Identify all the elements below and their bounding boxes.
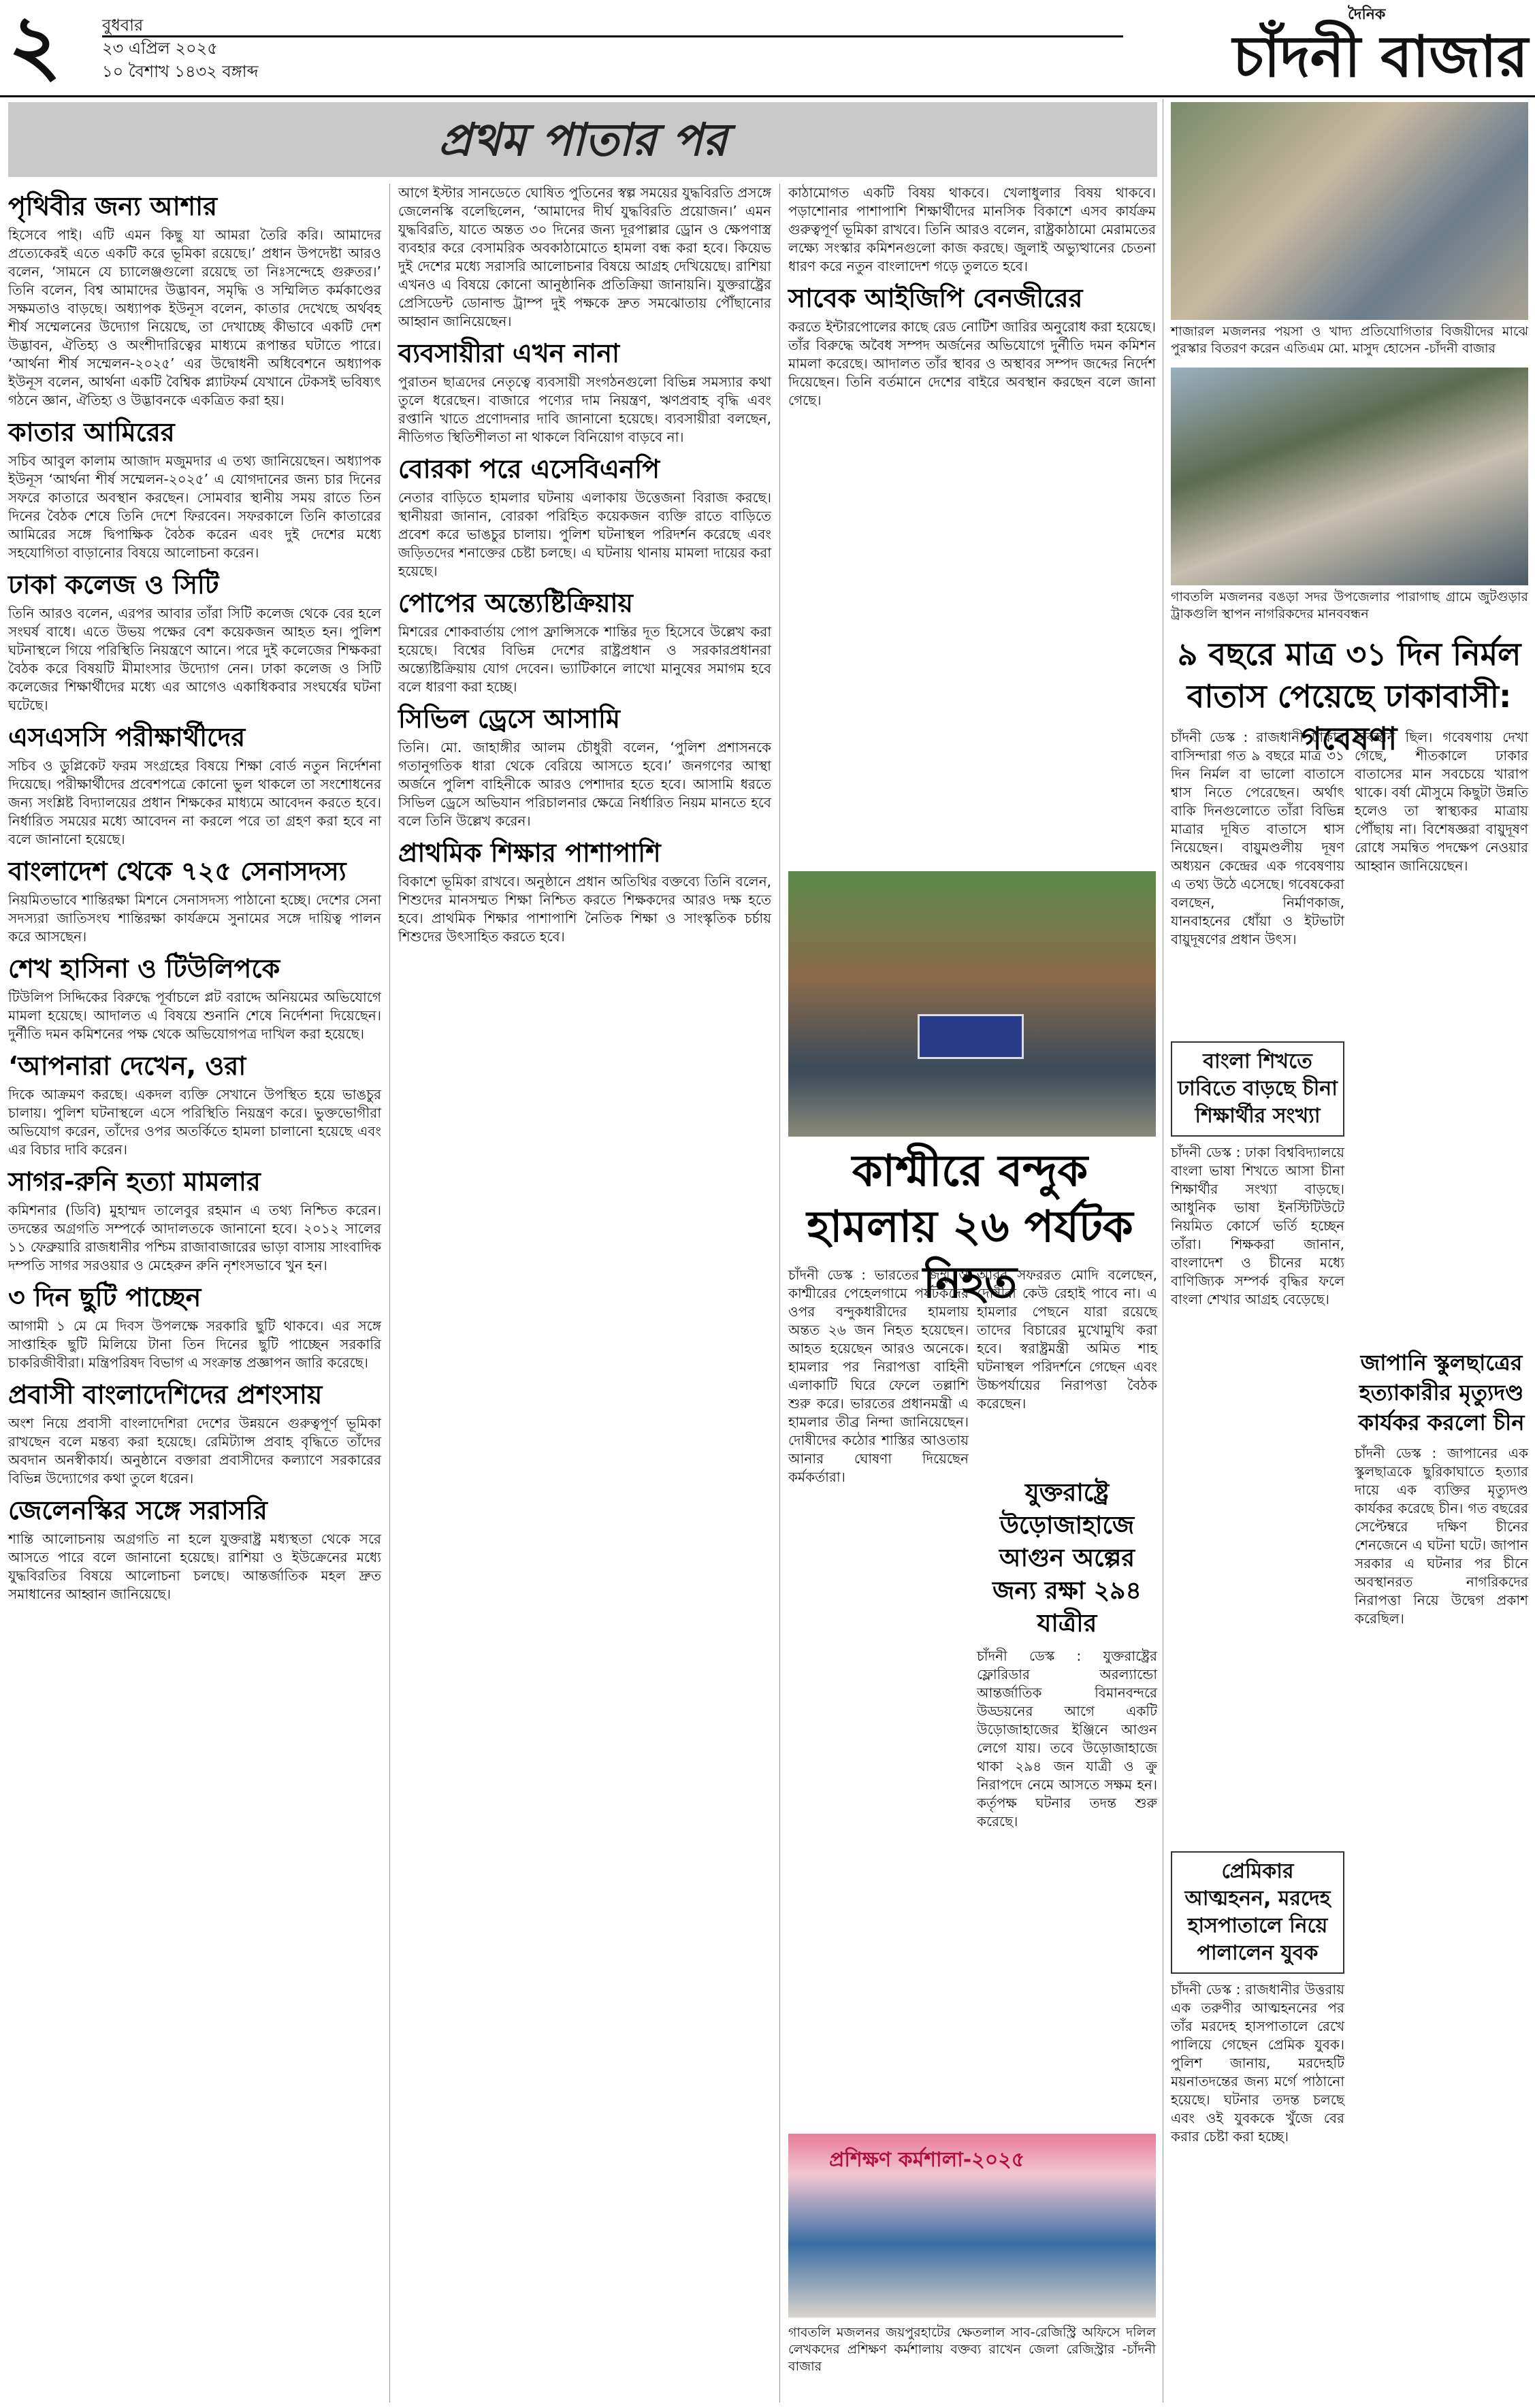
article-body: দিকে আক্রমণ করছে। একদল ব্যক্তি সেখানে উপস্থিত হয়ে ভাঙচুর চালায়। পুলিশ ঘটনাস্থলে এসে পরিস্থিতি নিয়ন্ত্রণ করে। ভুক্তভোগীরা অভিযোগ করেন, তাঁদের ওপর অতর্কিতে হামলা চালানো হয়েছে এবং এর বিচার দাবি করেন। (8, 1086, 381, 1158)
column-rule (389, 184, 390, 2403)
japan-headline: জাপানি স্কুলছাত্রের হত্যাকারীর মৃত্যুদণ্ড কার্যকর করলো চীন (1358, 1350, 1525, 1435)
article-headline: সিভিল ড্রেসে আসামি (398, 704, 621, 734)
article-body: মিশরের শোকবার্তায় পোপ ফ্রান্সিসকে শান্তির দূত হিসেবে উল্লেখ করা হয়েছে। বিশ্বের বিভিন্ন দেশের রাষ্ট্রপ্রধান ও সরকারপ্রধানরা অন্ত্যেষ্টিক্রিয়ায় যোগ দেবেন। ভ্যাটিকানে লাখো মানুষের সমাগম হবে বলে ধারণা করা হচ্ছে। (398, 623, 771, 695)
article-headline: সাবেক আইজিপি বেনজীরের (788, 283, 1083, 313)
lover-body: চাঁদনী ডেস্ক : রাজধানীর উত্তরায় এক তরুণীর আত্মহননের পর তাঁর মরদেহ হাসপাতালে রেখে পালিয়ে গেছেন প্রেমিক যুবক। পুলিশ জানায়, মরদেহটি ময়নাতদন্তের জন্য মর্গে পাঠানো হয়েছে। ঘটনার তদন্ত চলছে এবং ওই যুবককে খুঁজে বের করার চেষ্টা করা হচ্ছে। (1171, 1981, 1344, 2145)
kashmir-body: চাঁদনী ডেস্ক : ভারতের জম্মু ও কাশ্মীরের পেহেলগামে পর্যটকদের ওপর বন্দুকধারীদের হামলায় অন্তত ২৬ জন নিহত হয়েছেন। আহত হয়েছেন আরও অনেকে। হামলার পর নিরাপত্তা বাহিনী এলাকাটি ঘিরে ফেলে তল্লাশি শুরু করে। ভারতের প্রধানমন্ত্রী এ হামলার তীব্র নিন্দা জানিয়েছেন। দোষীদের কঠোর শাস্তির আওতায় আনার ঘোষণা দিয়েছেন কর্মকর্তারা। (788, 1267, 969, 1485)
japan-box (1355, 1348, 1528, 1947)
article-headline: ‘আপনারা দেখেন, ওরা (8, 1051, 246, 1081)
flight-headline: যুক্তরাষ্ট্রে উড়োজাহাজে আগুন অল্পের জন্য রক্ষা ২৯৪ যাত্রীর (992, 1479, 1142, 1638)
kashmir-text-left (788, 1266, 969, 2130)
chinese-body: চাঁদনী ডেস্ক : ঢাকা বিশ্ববিদ্যালয়ে বাংলা ভাষা শিখতে আসা চীনা শিক্ষার্থীর সংখ্যা বাড়ছে। আধুনিক ভাষা ইনস্টিটিউটে নিয়মিত কোর্সে ভর্তি হচ্ছেন তাঁরা। শিক্ষকরা জানান, বাংলাদেশ ও চীনের মধ্যে বাণিজ্যিক সম্পর্ক বৃদ্ধির ফলে বাংলা শেখার আগ্রহ বেড়েছে। (1171, 1144, 1344, 1307)
lover-headline: প্রেমিকার আত্মহনন, মরদেহ হাসপাতালে নিয়ে পালালেন যুবক (1171, 1851, 1344, 1974)
masthead-title: চাঁদনী বাজার (1232, 22, 1528, 90)
service-sign (918, 1014, 1024, 1059)
workshop-banner-title: প্রশিক্ষণ কর্মশালা-২০২৫ (829, 2148, 1025, 2172)
article-body: আগে ইস্টার সানডেতে ঘোষিত পুতিনের স্বল্প সময়ের যুদ্ধবিরতি প্রসঙ্গে জেলেনস্কি বলেছিলেন, ‘আমাদের দীর্ঘ যুদ্ধবিরতি প্রয়োজন।’ এমন যুদ্ধবিরতি, যাতে অন্তত ৩০ দিনের জন্য দূরপাল্লার ড্রোন ও ক্ষেপণাস্ত্র ব্যবহার করে বেসামরিক অবকাঠামোতে হামলা বন্ধ করা হবে। কিয়েভ দুই দেশের মধ্যে সরাসরি আলোচনার বিষয়ে আগ্রহ দেখিয়েছে। রাশিয়া এখনও এ বিষয়ে কোনো আনুষ্ঠানিক প্রতিক্রিয়া জানায়নি। যুক্তরাষ্ট্রের প্রেসিডেন্ট ডোনাল্ড ট্রাম্প দুই পক্ষকে দ্রুত সমঝোতায় পৌঁছানোর আহ্বান জানিয়েছেন। (398, 184, 771, 329)
article-body: বিকাশে ভূমিকা রাখবে। অনুষ্ঠানে প্রধান অতিথির বক্তব্যে তিনি বলেন, শিশুদের মানসম্মত শিক্ষা নিশ্চিত করতে শিক্ষকদের আরও দক্ষ হতে হবে। প্রাথমিক শিক্ষার পাশাপাশি নৈতিক শিক্ষা ও সাংস্কৃতিক চর্চায় শিশুদের উৎসাহিত করতে হবে। (398, 873, 771, 945)
article-body: কমিশনার (ডিবি) মুহাম্মদ তালেবুর রহমান এ তথ্য নিশ্চিত করেন। তদন্তের অগ্রগতি সম্পর্কে আদালতকে জানানো হবে। ২০১২ সালের ১১ ফেব্রুয়ারি রাজধানীর পশ্চিম রাজাবাজারের ভাড়া বাসায় সাংবাদিক দম্পতি সাগর সরওয়ার ও মেহেরুন রুনি নৃশংসভাবে খুন হন। (8, 1202, 381, 1273)
column-2 (398, 184, 771, 2403)
human-chain-photo (1171, 368, 1528, 585)
prize-photo (1171, 102, 1528, 320)
article-headline: বাংলাদেশ থেকে ৭২৫ সেনাসদস্য (8, 856, 346, 886)
header-top-rule (102, 35, 1123, 37)
article-headline: পোপের অন্ত্যেষ্টিক্রিয়ায় (398, 588, 633, 618)
article-body: কাঠামোগত একটি বিষয় থাকবে। খেলাধুলার বিষয় থাকবে। পড়াশোনার পাশাপাশি শিক্ষার্থীদের মানসিক বিকাশে এসব কার্যক্রম গুরুত্বপূর্ণ ভূমিকা রাখবে। তিনি আরও বলেন, রাষ্ট্রকাঠামো মেরামতের লক্ষ্যে সংস্কার কমিশনগুলো কাজ করছে। জুলাই অভ্যুত্থানের চেতনা ধারণ করে নতুন বাংলাদেশ গড়ে তুলতে হবে। (788, 184, 1156, 274)
masthead (1157, 3, 1528, 91)
masthead-small: দৈনিক (1348, 6, 1386, 23)
article-body: আগামী ১ মে মে দিবস উপলক্ষে সরকারি ছুটি থাকবে। এর সঙ্গে সাপ্তাহিক ছুটি মিলিয়ে টানা তিন দিনের ছুটি পাচ্ছেন সরকারি চাকরিজীবীরা। মন্ত্রিপরিষদ বিভাগ এ সংক্রান্ত প্রজ্ঞাপন জারি করেছে। (8, 1318, 381, 1371)
article-body: সচিব ও ডুপ্লিকেট ফরম সংগ্রহের বিষয়ে শিক্ষা বোর্ড নতুন নির্দেশনা দিয়েছে। পরীক্ষার্থীদের প্রবেশপত্রে কোনো ভুল থাকলে তা সংশোধনের জন্য সংশ্লিষ্ট বিদ্যালয়ের প্রধান শিক্ষকের মাধ্যমে আবেদন করতে হবে। নির্ধারিত সময়ের মধ্যে আবেদন না করলে পরে তা গ্রহণ করা হবে না বলে জানানো হয়েছে। (8, 758, 381, 847)
article-headline: কাতার আমিরের (8, 417, 175, 447)
article-body: হিসেবে পাই। এটি এমন কিছু যা আমরা তৈরি করি। আমাদের প্রত্যেকেরই এতে একটি করে ভূমিকা রয়েছে।’ প্রধান উপদেষ্টা আরও বলেন, ‘সামনে যে চ্যালেঞ্জগুলো রয়েছে তা নিঃসন্দেহে গুরুতর।’ তিনি বলেন, বিশ্ব আমাদের উদ্ভাবন, সমৃদ্ধি ও সম্মিলিত কর্মকাণ্ডের সক্ষমতাও বাড়ছে। অধ্যাপক ইউনূস বলেন, কাতার দেখেছে অর্থবহ শীর্ষ সম্মেলনের উদ্যোগ নিয়েছে, তা দেখাচ্ছে কীভাবে একটি দেশ উদ্ভাবন, ঐতিহ্য ও অংশীদারিত্বের মাধ্যমে রূপান্তর ঘটাতে পারে। ‘আর্থনা শীর্ষ সম্মেলন-২০২৫’ এর উদ্বোধনী অধিবেশনে অধ্যাপক ইউনূস বলেন, আর্থনা একটি বৈশ্বিক প্ল্যাটফর্ম যেখানে টেকসই ভবিষ্যৎ গঠনে জ্ঞান, ঐতিহ্য ও উদ্ভাবনকে একত্রিত করা হয়। (8, 227, 381, 408)
column-3 (788, 184, 1156, 864)
article-headline: প্রবাসী বাংলাদেশিদের প্রশংসায় (8, 1380, 323, 1410)
chinese-headline: বাংলা শিখতে ঢাবিতে বাড়ছে চীনা শিক্ষার্থীর সংখ্যা (1171, 1041, 1344, 1137)
kashmir-photo (788, 871, 1156, 1137)
kashmir-headline: কাশ্মীরে বন্দুক হামলায় ২৬ পর্যটক নিহত (807, 1146, 1133, 1308)
article-body: সচিব আবুল কালাম আজাদ মজুমদার এ তথ্য জানিয়েছেন। অধ্যাপক ইউনূস ‘আর্থনা শীর্ষ সম্মেলন-২০২৫’ এ যোগদানের জন্য চার দিনের সফরে কাতারে অবস্থান করছেন। সোমবার স্থানীয় সময় রাতে তিন দিনের বৈঠক শেষে তিনি দেশে ফিরবেন। সফরকালে তিনি কাতারের আমিরের সঙ্গে দ্বিপাক্ষিক বৈঠক করেন এবং দুই দেশের মধ্যে সহযোগিতা বাড়ানোর বিষয়ে আলোচনা করেন। (8, 453, 381, 561)
air-text-left (1171, 728, 1344, 1028)
article-body: পুরাতন ছাত্রদের নেতৃত্বে ব্যবসায়ী সংগঠনগুলো বিভিন্ন সমস্যার কথা তুলে ধরেছেন। বাজারে পণ্যের দাম নিয়ন্ত্রণ, ঋণপ্রবাহ বৃদ্ধি এবং রপ্তানি খাতে প্রণোদনার দাবি জানানো হয়েছে। ব্যবসায়ীরা বলছেন, নীতিগত স্থিতিশীলতা না থাকলে বিনিয়োগ বাড়বে না। (398, 374, 771, 445)
article-headline: বোরকা পরে এসেবিএনপি (398, 454, 660, 484)
page-number: ২ (8, 0, 62, 93)
date-block (102, 14, 347, 88)
article-body: অংশ নিয়ে প্রবাসী বাংলাদেশিরা দেশের উন্নয়নে গুরুত্বপূর্ণ ভূমিকা রাখছেন বলে মন্তব্য করা হয়েছে। রেমিট্যান্স প্রবাহ বৃদ্ধিতে তাঁদের অবদান অনস্বীকার্য। অনুষ্ঠানে বক্তারা প্রবাসীদের কল্যাণে সরকারের বিভিন্ন উদ্যোগের কথা তুলে ধরেন। (8, 1415, 381, 1486)
column-1 (8, 184, 381, 2403)
header-bottom-rule (0, 95, 1535, 97)
column-rule (779, 184, 780, 2403)
article-headline: ৩ দিন ছুটি পাচ্ছেন (8, 1282, 201, 1312)
air-text-right (1355, 728, 1528, 1341)
prize-caption: শাজারল মজলনর পয়সা ও খাদ্য প্রতিযোগিতার বিজয়ীদের মাঝে পুরস্কার বিতরণ করেন এতিএম মো. মাসুদ হোসেন -চাঁদনী বাজার (1171, 324, 1528, 356)
article-headline: পৃথিবীর জন্য আশার (8, 191, 218, 221)
flight-body: চাঁদনী ডেস্ক : যুক্তরাষ্ট্রের ফ্লোরিডার অরল্যান্ডো আন্তর্জাতিক বিমানবন্দরে উড্ডয়নের আগে একটি উড়োজাহাজের ইঞ্জিনে আগুন লেগে যায়। তবে উড়োজাহাজে থাকা ২৯৪ জন যাত্রী ও ক্রু নিরাপদে নেমে আসতে সক্ষম হন। কর্তৃপক্ষ ঘটনার তদন্ত শুরু করেছে। (977, 1648, 1157, 1829)
article-headline: ঢাকা কলেজ ও সিটি (8, 570, 219, 600)
article-headline: সাগর-রুনি হত্যা মামলার (8, 1167, 261, 1197)
section-banner: প্রথম পাতার পর (8, 102, 1157, 177)
weekday: বুধবার (102, 16, 144, 35)
article-body: শান্তি আলোচনায় অগ্রগতি না হলে যুক্তরাষ্ট্র মধ্যস্থতা থেকে সরে আসতে পারে বলে জানানো হয়েছে। রাশিয়া ও ইউক্রেনের মধ্যে যুদ্ধবিরতির বিষয়ে আলোচনা চলছে। আন্তর্জাতিক মহল দ্রুত সমাধানের আহ্বান জানিয়েছে। (8, 1531, 381, 1602)
kashmir-text-right (977, 1266, 1157, 1470)
article-body: তিনি আরও বলেন, এরপর আবার তাঁরা সিটি কলেজ থেকে বের হলে সংঘর্ষ বাধে। এতে উভয় পক্ষের বেশ কয়েকজন আহত হন। পুলিশ ঘটনাস্থলে গিয়ে পরিস্থিতি নিয়ন্ত্রণে আনে। পরে দুই কলেজের শিক্ষকরা বৈঠক করে বিষয়টি মীমাংসার উদ্যোগ নেন। ঢাকা কলেজ ও সিটি কলেজের শিক্ষার্থীদের মধ্যে এর আগেও একাধিকবার সংঘর্ষের ঘটনা ঘটেছে। (8, 605, 381, 713)
date-english: ২৩ এপ্রিল ২০২৫ (102, 39, 218, 58)
workshop-photo (788, 2134, 1156, 2317)
air-headline: ৯ বছরে মাত্র ৩১ দিন নির্মল বাতাস পেয়েছে ঢাকাবাসী: গবেষণা (1177, 636, 1521, 757)
flight-box (977, 1477, 1157, 2124)
air-body: চাঁদনী ডেস্ক : রাজধানী ঢাকার বাসিন্দারা গত ৯ বছরে মাত্র ৩১ দিন নির্মল বা ভালো বাতাসে শ্বাস নিতে পেরেছেন। অর্থাৎ বাকি দিনগুলোতে তাঁরা বিভিন্ন মাত্রার দূষিত বাতাসে শ্বাস নিয়েছেন। বায়ুমণ্ডলীয় দূষণ অধ্যয়ন কেন্দ্রের এক গবেষণায় এ তথ্য উঠে এসেছে। গবেষকেরা বলছেন, নির্মাণকাজ, যানবাহনের ধোঁয়া ও ইটভাটা বায়ুদূষণের প্রধান উৎস। (1171, 729, 1344, 947)
date-bangla: ১০ বৈশাখ ১৪৩২ বঙ্গাব্দ (102, 62, 259, 81)
human-chain-caption: গাবতলি মজলনর বঙড়া সদর উপজেলার পারাগাছ গ্রামে জুটগুড়ার ট্রাকগুলি স্থাপন নাগরিকদের মানববন্ধন (1171, 589, 1528, 621)
article-headline: এসএসসি পরীক্ষার্থীদের (8, 722, 246, 752)
article-body: করতে ইন্টারপোলের কাছে রেড নোটিশ জারির অনুরোধ করা হয়েছে। তাঁর বিরুদ্ধে অবৈধ সম্পদ অর্জনের অভিযোগে দুর্নীতি দমন কমিশন মামলা করেছে। আদালত তাঁর স্থাবর ও অস্থাবর সম্পদ জব্দের নির্দেশ দিয়েছেন। তিনি বর্তমানে দেশের বাইরে অবস্থান করছেন বলে জানা গেছে। (788, 319, 1156, 408)
lover-box (1171, 1851, 1344, 2396)
article-body: নিয়মিতভাবে শান্তিরক্ষা মিশনে সেনাসদস্য পাঠানো হচ্ছে। দেশের সেনা সদস্যরা জাতিসংঘ শান্তিরক্ষা কার্যক্রমে সুনামের সঙ্গে দায়িত্ব পালন করে আসছেন। (8, 892, 381, 945)
article-headline: শেখ হাসিনা ও টিউলিপকে (8, 954, 280, 983)
air-body-2: অবস্থান ছিল। গবেষণায় দেখা গেছে, শীতকালে ঢাকার বাতাসের মান সবচেয়ে খারাপ থাকে। বর্ষা মৌসুমে কিছুটা উন্নতি হলেও তা স্বাস্থ্যকর মাত্রায় পৌঁছায় না। বিশেষজ্ঞরা বায়ুদূষণ রোধে সমন্বিত পদক্ষেপ নেওয়ার আহ্বান জানিয়েছেন। (1355, 729, 1528, 874)
article-headline: জেলেনস্কির সঙ্গে সরাসরি (8, 1495, 268, 1525)
japan-body: চাঁদনী ডেস্ক : জাপানের এক স্কুলছাত্রকে ছুরিকাঘাতে হত্যার দায়ে এক ব্যক্তির মৃত্যুদণ্ড কার্যকর করেছে চীন। গত বছরের সেপ্টেম্বরে দক্ষিণ চীনের শেনজেনে এ ঘটনা ঘটে। জাপান সরকার এ ঘটনার পর চীনে অবস্থানরত নাগরিকদের নিরাপত্তা নিয়ে উদ্বেগ প্রকাশ করেছিল। (1355, 1445, 1528, 1627)
article-body: টিউলিপ সিদ্দিকের বিরুদ্ধে পূর্বাচলে প্লট বরাদ্দে অনিয়মের অভিযোগে মামলা হয়েছে। আদালত এ বিষয়ে শুনানি শেষে নির্দেশনা দিয়েছেন। দুর্নীতি দমন কমিশনের পক্ষ থেকে অভিযোগপত্র দাখিল করা হয়েছে। (8, 989, 381, 1042)
workshop-caption: গাবতলি মজলনর জয়পুরহাটের ক্ষেতলাল সাব-রেজিস্ট্রি অফিসে দলিল লেখকদের প্রশিক্ষণ কর্মশালায় বক্তব্য রাখেন জেলা রেজিস্ট্রার -চাঁদনী বাজার (788, 2325, 1156, 2374)
article-body: তিনি। মো. জাহাঙ্গীর আলম চৌধুরী বলেন, ‘পুলিশ প্রশাসনকে গতানুগতিক ধারা থেকে বেরিয়ে আসতে হবে।’ জনগণের আস্থা অর্জনে পুলিশ বাহিনীকে আরও পেশাদার হতে হবে। আসামি ধরতে সিভিল ড্রেসে অভিযান পরিচালনার ক্ষেত্রে নির্ধারিত নিয়ম মানতে হবে বলে তিনি উল্লেখ করেন। (398, 739, 771, 829)
kashmir-body-2: আরব সফররত মোদি বলেছেন, দোষীরা কেউ রেহাই পাবে না। এ হামলার পেছনে যারা রয়েছে তাদের বিচারের মুখোমুখি করা হবে। স্বরাষ্ট্রমন্ত্রী অমিত শাহ ঘটনাস্থল পরিদর্শনে গেছেন এবং উচ্চপর্যায়ের নিরাপত্তা বৈঠক করেছেন। (977, 1267, 1157, 1412)
article-headline: ব্যবসায়ীরা এখন নানা (398, 338, 620, 368)
article-body: নেতার বাড়িতে হামলার ঘটনায় এলাকায় উত্তেজনা বিরাজ করছে। স্থানীয়রা জানান, বোরকা পরিহিত কয়েকজন ব্যক্তি রাতে বাড়িতে প্রবেশ করে ভাঙচুর চালায়। পুলিশ ঘটনাস্থল পরিদর্শন করেছে এবং জড়িতদের শনাক্তের চেষ্টা চলছে। এ ঘটনায় থানায় মামলা দায়ের করা হয়েছে। (398, 489, 771, 579)
article-headline: প্রাথমিক শিক্ষার পাশাপাশি (398, 838, 661, 868)
chinese-box (1171, 1041, 1344, 1395)
